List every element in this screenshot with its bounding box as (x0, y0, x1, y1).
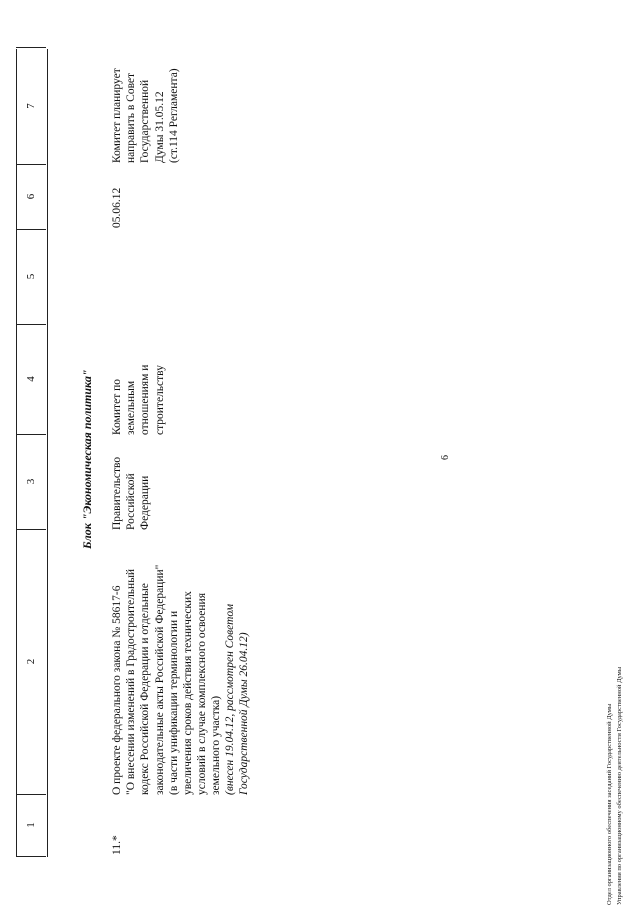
page-number: 6 (440, 455, 451, 460)
footer-line-2: Управления по организационному обеспечению деятельности Государственной Думы (616, 666, 623, 905)
row-date: 05.06.12 (111, 187, 123, 228)
row-title: О проекте федерального закона № 58617-6 "О внесении изменений в Градостроительный кодекс Российской Федерации и отдельные законодательные акты Российской Федерации" (в части унификации терминологии и увеличения сроков действия технических условий в случае комплексного освоения земельного участка) (111, 564, 223, 795)
row-initiator: Правительство Российской Федерации (111, 456, 152, 530)
column-header-6: 6 (16, 164, 46, 230)
column-header-2: 2 (16, 529, 46, 795)
column-header-1: 1 (16, 794, 46, 857)
column-header-3: 3 (16, 434, 46, 530)
row-number: 11.* (111, 835, 123, 855)
block-title: Блок "Экономическая политика" (80, 369, 94, 549)
column-header-4: 4 (16, 324, 46, 435)
row-committee: Комитет по земельным отношениям и строительству (111, 364, 166, 435)
column-header-5: 5 (16, 229, 46, 325)
column-header-7: 7 (16, 47, 46, 165)
row-plan: Комитет планирует направить в Совет Государственной Думы 31.05.12 (ст.114 Регламента) (111, 68, 180, 163)
row-note: (внесен 19.04.12, рассмотрен Советом Государственной Думы 26.04.12) (224, 603, 251, 795)
footer-line-1: Отдел организационного обеспечения заседаний Государственной Думы (606, 703, 613, 905)
